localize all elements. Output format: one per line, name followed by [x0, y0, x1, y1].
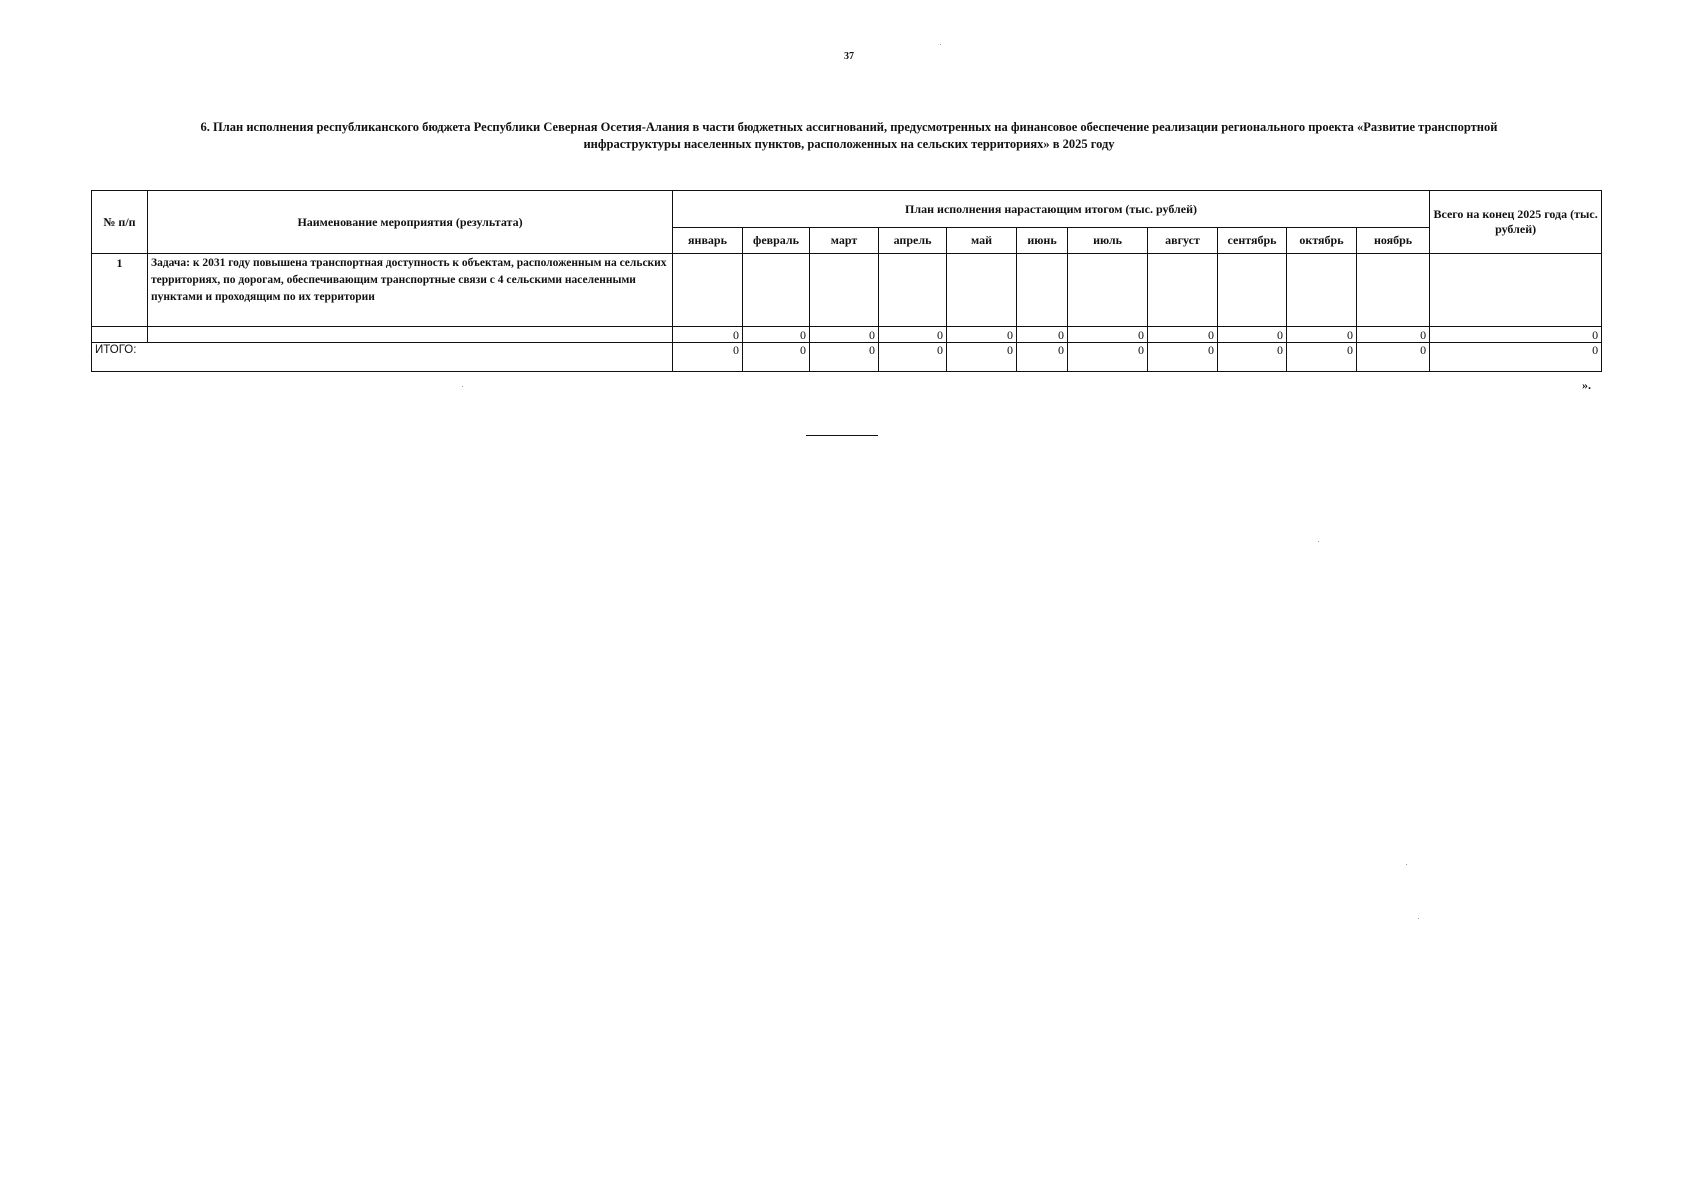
column-header-month: январь: [673, 228, 743, 254]
empty-cell: [148, 327, 673, 343]
empty-cell: [1218, 254, 1287, 327]
total-cell: 0: [1068, 343, 1148, 372]
scan-speck: [1406, 864, 1407, 865]
total-cell-grand: 0: [1430, 343, 1602, 372]
value-cell: 0: [1068, 327, 1148, 343]
total-label: ИТОГО:: [92, 343, 673, 372]
empty-cell: [947, 254, 1017, 327]
empty-cell: [673, 254, 743, 327]
column-header-num: № п/п: [92, 191, 148, 254]
column-header-month: март: [810, 228, 879, 254]
column-header-month: август: [1148, 228, 1218, 254]
total-cell: 0: [879, 343, 947, 372]
value-cell: 0: [673, 327, 743, 343]
value-cell: 0: [743, 327, 810, 343]
value-cell: 0: [947, 327, 1017, 343]
table-row-values: [92, 327, 1602, 343]
value-cell: 0: [1218, 327, 1287, 343]
end-of-section-rule: [806, 435, 878, 436]
task-number: 1: [92, 254, 148, 327]
task-text: Задача: к 2031 году повышена транспортная доступность к объектам, расположенным на сельских территориях, по дорогам, обеспечивающим транспортные связи с 4 сельскими населенными пунктами и проходящим по их территории: [148, 254, 673, 327]
closing-quote-mark: ».: [1582, 378, 1591, 392]
value-cell: 0: [1148, 327, 1218, 343]
empty-cell: [1017, 254, 1068, 327]
scan-speck: [1418, 918, 1419, 919]
column-header-month: май: [947, 228, 1017, 254]
total-cell: 0: [1148, 343, 1218, 372]
document-title-line-2: инфраструктуры населенных пунктов, расположенных на сельских территориях» в 2025 году: [583, 137, 1115, 151]
empty-cell: [743, 254, 810, 327]
empty-cell: [879, 254, 947, 327]
column-header-month: ноябрь: [1357, 228, 1430, 254]
total-cell: 0: [947, 343, 1017, 372]
column-header-month: сентябрь: [1218, 228, 1287, 254]
empty-cell: [810, 254, 879, 327]
column-header-total: Всего на конец 2025 года (тыс. рублей): [1430, 191, 1602, 254]
total-cell: 0: [810, 343, 879, 372]
column-header-plan-group: План исполнения нарастающим итогом (тыс. рублей): [673, 191, 1430, 228]
column-header-month: февраль: [743, 228, 810, 254]
scan-speck: [462, 386, 463, 387]
document-title: [100, 119, 1598, 153]
total-cell: 0: [1287, 343, 1357, 372]
scan-speck: [940, 44, 941, 45]
budget-plan-table: [91, 190, 1602, 372]
empty-cell: [1430, 254, 1602, 327]
scan-speck: [1318, 541, 1319, 542]
value-cell: 0: [1017, 327, 1068, 343]
empty-cell: [1287, 254, 1357, 327]
empty-cell: [92, 327, 148, 343]
column-header-name: Наименование мероприятия (результата): [148, 191, 673, 254]
column-header-month: апрель: [879, 228, 947, 254]
total-cell: 0: [673, 343, 743, 372]
table-header-row: [92, 191, 1602, 228]
total-cell: 0: [743, 343, 810, 372]
value-cell-total: 0: [1430, 327, 1602, 343]
page-number: 37: [844, 51, 854, 62]
value-cell: 0: [810, 327, 879, 343]
column-header-month: октябрь: [1287, 228, 1357, 254]
table-row-task: [92, 254, 1602, 327]
total-cell: 0: [1357, 343, 1430, 372]
document-title-line-1: 6. План исполнения республиканского бюджета Республики Северная Осетия-Алания в части бюджетных ассигнований, предусмотренных на финансовое обеспечение реализации регионального проекта «Развитие транспортной: [200, 120, 1498, 134]
column-header-month: июнь: [1017, 228, 1068, 254]
value-cell: 0: [879, 327, 947, 343]
value-cell: 0: [1357, 327, 1430, 343]
column-header-month: июль: [1068, 228, 1148, 254]
empty-cell: [1068, 254, 1148, 327]
empty-cell: [1357, 254, 1430, 327]
total-cell: 0: [1218, 343, 1287, 372]
table-row-total: [92, 343, 1602, 372]
empty-cell: [1148, 254, 1218, 327]
total-cell: 0: [1017, 343, 1068, 372]
value-cell: 0: [1287, 327, 1357, 343]
